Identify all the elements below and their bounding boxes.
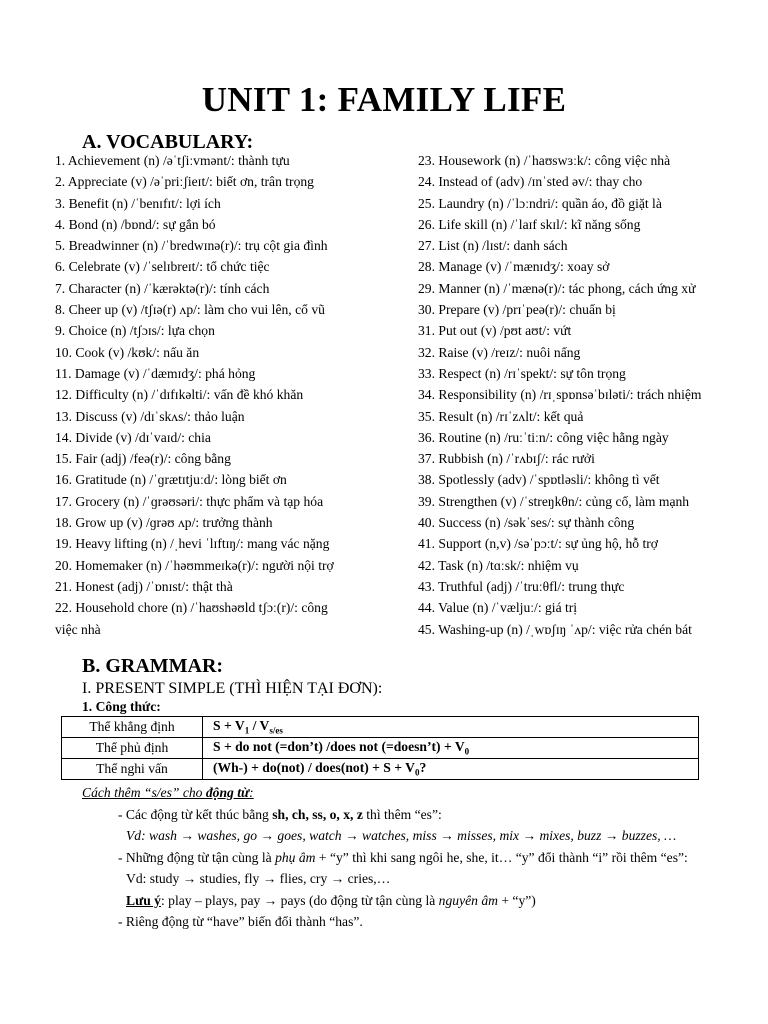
grammar-heading: B. GRAMMAR: xyxy=(82,655,224,677)
vocab-item: 43. Truthful (adj) /ˈtruːθfl/: trung thực xyxy=(418,578,625,594)
form-label: Thể phủ định xyxy=(62,738,203,759)
rule-heading: Cách thêm “s/es” cho động từ: xyxy=(82,785,254,800)
vocab-item: 27. List (n) /lɪst/: danh sách xyxy=(418,238,568,254)
vocab-item: 5. Breadwinner (n) /ˈbredwɪnə(r)/: trụ cột gia đình xyxy=(55,238,328,254)
vocab-item: 25. Laundry (n) /ˈlɔːndri/: quần áo, đồ giặt là xyxy=(418,195,662,211)
vocab-item: 33. Respect (n) /rɪˈspekt/: sự tôn trọng xyxy=(418,365,626,381)
vocab-item-line1-text: 22. Household chore (n) /ˈhaʊshəʊld tʃɔː(r)/: công xyxy=(55,600,328,616)
vocab-item: 1. Achievement (n) /əˈtʃiːvmənt/: thành tựu xyxy=(55,153,290,168)
vocab-item: 3. Benefit (n) /ˈbenɪfɪt/: lợi ích xyxy=(55,195,221,211)
rule-3: - Riêng động từ “have” biến đổi thành “has”. xyxy=(118,914,363,929)
vocab-item: 32. Raise (v) /reɪz/: nuôi nấng xyxy=(418,344,581,360)
vocab-item: 9. Choice (n) /tʃɔɪs/: lựa chọn xyxy=(55,323,215,339)
vocab-item: 12. Difficulty (n) /ˈdɪfɪkəlti/: vấn đề khó khăn xyxy=(55,387,304,403)
form-formula: (Wh-) + do(not) / does(not) + $S + V_0$? xyxy=(203,759,699,780)
vocab-item: 17. Grocery (n) /ˈɡrəʊsəri/: thực phẩm và tạp hóa xyxy=(55,493,324,509)
vocab-item: 16. Gratitude (n) /ˈɡrætɪtjuːd/: lòng biết ơn xyxy=(55,472,287,488)
page-title: UNIT 1: FAMILY LIFE xyxy=(201,80,567,119)
formula-table xyxy=(61,716,699,780)
vocab-item: 42. Task (n) /tɑːsk/: nhiệm vụ xyxy=(418,557,579,573)
vocab-item: 31. Put out (v) /pʊt aʊt/: vứt xyxy=(418,323,572,339)
grammar-notes xyxy=(82,782,762,933)
vocab-item-line1 xyxy=(55,597,375,618)
vocab-item: 39. Strengthen (v) /ˈstreŋkθn/: củng cố, làm mạnh xyxy=(418,493,690,509)
vocab-item: 34. Responsibility (n) /rɪˌspɒnsəˈbɪləti/: trách nhiệm xyxy=(418,387,702,403)
vocab-item: 10. Cook (v) /kʊk/: nấu ăn xyxy=(55,344,200,360)
vocab-item: 18. Grow up (v) /ɡrəʊ ʌp/: trưởng thành xyxy=(55,515,273,531)
vocab-item: 36. Routine (n) /ruːˈtiːn/: công việc hằng ngày xyxy=(418,429,669,445)
vocab-item: 35. Result (n) /rɪˈzʌlt/: kết quả xyxy=(418,408,584,424)
rule-1: - Các động từ kết thúc bằng sh, ch, ss, o, x, z thì thêm “es”: xyxy=(118,806,442,822)
form-label: Thể nghi vấn xyxy=(62,759,203,780)
vocab-item: 19. Heavy lifting (n) /ˌhevi ˈlɪftɪŋ/: mang vác nặng xyxy=(55,536,330,552)
rule-2: - Những động từ tận cùng là phụ âm + “y” thì khi sang ngôi he, she, it… “y” đổi thành “i” rồi thêm “es”: xyxy=(118,849,688,865)
vocab-item: 37. Rubbish (n) /ˈrʌbɪʃ/: rác rưởi xyxy=(418,451,595,467)
grammar-subheading: I. PRESENT SIMPLE (THÌ HIỆN TẠI ĐƠN): xyxy=(82,680,383,697)
vocab-item: 6. Celebrate (v) /ˈselɪbreɪt/: tổ chức tiệc xyxy=(55,259,270,275)
rule-1-example: Vd: wash → washes, go → goes, watch → watches, miss → misses, mix → mixes, buzz → buzzes, … xyxy=(126,828,677,843)
form-label: Thể khẳng định xyxy=(62,717,203,738)
vocab-item: 15. Fair (adj) /feə(r)/: công bằng xyxy=(55,451,231,467)
vocab-item: 45. Washing-up (n) /ˌwɒʃɪŋ ˈʌp/: việc rửa chén bát xyxy=(418,621,692,637)
vocab-item: 2. Appreciate (v) /əˈpriːʃieɪt/: biết ơn, trân trọng xyxy=(55,174,314,190)
vocab-item: 26. Life skill (n) /ˈlaɪf skɪl/: kĩ năng sống xyxy=(418,216,641,232)
vocab-item: 28. Manage (v) /ˈmænɪdʒ/: xoay sở xyxy=(418,259,610,275)
vocabulary-left-column xyxy=(55,150,375,640)
vocabulary-right-column xyxy=(418,150,758,640)
vocab-item: 40. Success (n) /səkˈses/: sự thành công xyxy=(418,515,635,531)
vocab-item: 7. Character (n) /ˈkærəktə(r)/: tính cách xyxy=(55,280,270,296)
vocab-item: 41. Support (n,v) /səˈpɔːt/: sự ủng hộ, hỗ trợ xyxy=(418,536,658,552)
vocab-item: 11. Damage (v) /ˈdæmɪdʒ/: phá hỏng xyxy=(55,365,256,381)
form-formula: $S + V_1 / V_{s/es}$ xyxy=(203,717,699,738)
table-row xyxy=(62,717,699,738)
vocab-item: 14. Divide (v) /dɪˈvaɪd/: chia xyxy=(55,429,211,445)
vocab-item: 23. Housework (n) /ˈhaʊswɜːk/: công việc nhà xyxy=(418,153,671,168)
vocab-item: 44. Value (n) /ˈvæljuː/: giá trị xyxy=(418,600,578,616)
table-row xyxy=(62,738,699,759)
vocab-item: 29. Manner (n) /ˈmænə(r)/: tác phong, cách ứng xử xyxy=(418,280,696,296)
vocabulary-heading: A. VOCABULARY: xyxy=(82,131,254,153)
vocab-item-line2: việc nhà xyxy=(55,621,101,637)
rule-2-example: Vd: study → studies, fly → flies, cry → cries,… xyxy=(126,871,391,886)
table-row xyxy=(62,759,699,780)
vocab-item: 20. Homemaker (n) /ˈhəʊmmeɪkə(r)/: người nội trợ xyxy=(55,557,334,573)
vocab-item: 24. Instead of (adv) /ɪnˈsted əv/: thay cho xyxy=(418,174,643,190)
vocab-item: 30. Prepare (v) /prɪˈpeə(r)/: chuẩn bị xyxy=(418,302,616,318)
vocab-item: 13. Discuss (v) /dɪˈskʌs/: thảo luận xyxy=(55,408,245,424)
formula-label: 1. Công thức: xyxy=(82,699,161,714)
note: Lưu ý: play – plays, pay → pays (do động từ tận cùng là nguyên âm + “y”) xyxy=(126,892,536,908)
form-formula: S + do not (=don’t) /does not (=doesn’t) + $V_0$ xyxy=(203,738,699,759)
vocab-item-wrapped xyxy=(55,597,375,640)
vocab-item: 21. Honest (adj) /ˈɒnɪst/: thật thà xyxy=(55,578,233,594)
vocab-item: 4. Bond (n) /bɒnd/: sự gắn bó xyxy=(55,216,216,232)
vocab-item: 8. Cheer up (v) /tʃɪə(r) ʌp/: làm cho vui lên, cổ vũ xyxy=(55,302,325,318)
vocab-item: 38. Spotlessly (adv) /ˈspɒtləsli/: không tì vết xyxy=(418,472,660,488)
